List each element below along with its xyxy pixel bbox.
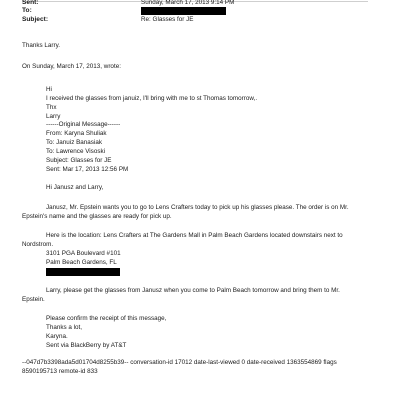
quote-larry: Larry [46, 113, 61, 120]
original-to-1: To: Januiz Banasiak [46, 139, 103, 146]
paragraph-1-line-2: Epstein's name and the glasses are ready for pick up. [22, 213, 172, 220]
paragraph-2-line-1: Here is the location: Lens Crafters at The Gardens Mall in Palm Beach Gardens located downstairs next to [46, 232, 343, 239]
sent-label: Sent: [22, 0, 39, 6]
redaction-box [141, 7, 226, 15]
original-from: From: Karyna Shuliak [46, 130, 107, 137]
address-line-2: Palm Beach Gardens, FL [46, 259, 117, 266]
original-sent: Sent: Mar 17, 2013 12:56 PM [46, 166, 129, 173]
confirm-text: Please confirm the receipt of this message, [46, 315, 167, 322]
footer-metadata-line-1: --047d7b3398ada5d01704d8255b39-- conversation-id 17012 date-last-viewed 0 date-received 1363554869 flags [22, 359, 337, 366]
paragraph-3-line-1: Larry, please get the glasses from Janusz when you come to Palm Beach tomorrow and bring them to Mr. [46, 287, 340, 294]
redaction-box [46, 268, 120, 276]
paragraph-3-line-2: Epstein. [22, 296, 45, 303]
subject-label: Subject: [22, 16, 49, 23]
greeting: Hi Janusz and Larry, [46, 184, 104, 191]
sent-value: Sunday, March 17, 2013 9:14 PM [141, 0, 235, 6]
quote-received: I received the glasses from januiz, I'll bring with me to st Thomas tomorrow,. [46, 95, 258, 102]
thanks-a-lot: Thanks a lot, [46, 324, 83, 331]
to-label: To: [22, 7, 32, 14]
paragraph-1-line-1: Janusz, Mr. Epstein wants you to go to Lens Crafters today to pick up his glasses please. The order is on Mr. [46, 204, 349, 211]
address-line-1: 3101 PGA Boulevard #101 [46, 250, 121, 257]
original-to-2: To: Lawrence Visoski [46, 148, 106, 155]
footer-metadata-line-2: 8590195713 remote-id 833 [22, 368, 98, 375]
signature-karyna: Karyna. [46, 333, 68, 340]
original-message-divider: ------Original Message------ [46, 121, 121, 128]
paragraph-2-line-2: Nordstrom. [22, 241, 54, 248]
subject-value: Re: Glasses for JE [141, 16, 194, 23]
quote-thx: Thx [46, 104, 57, 111]
original-subject: Subject: Glasses for JE [46, 157, 112, 164]
quote-hi: Hi [46, 86, 52, 93]
sent-via-blackberry: Sent via BlackBerry by AT&T [46, 342, 127, 349]
thanks-text: Thanks Larry. [22, 42, 61, 49]
on-date-text: On Sunday, March 17, 2013, wrote: [22, 63, 121, 70]
